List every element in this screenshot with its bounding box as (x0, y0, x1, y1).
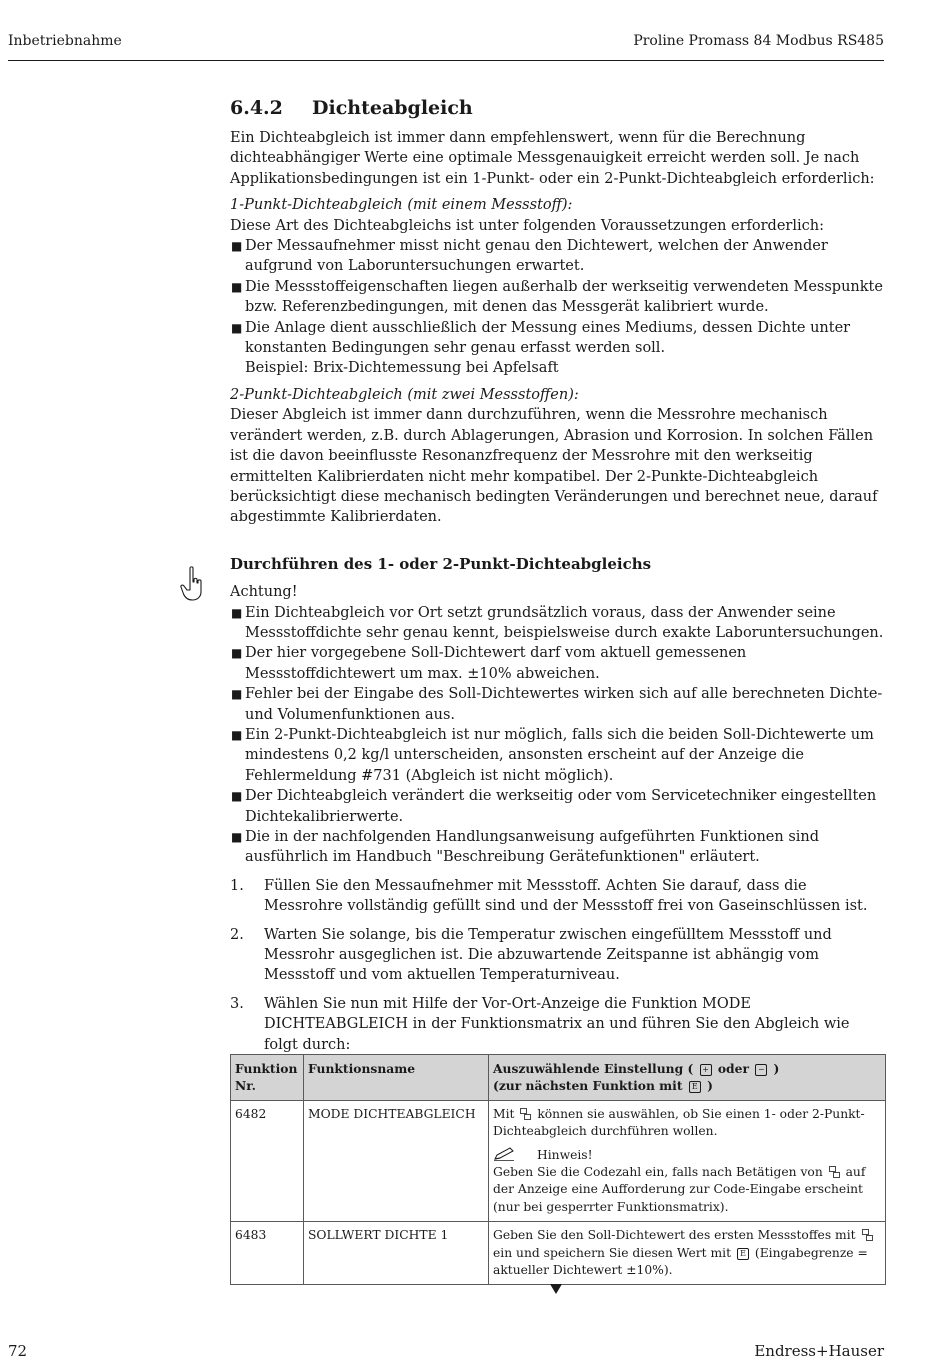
list-item: ■ Die Anlage dient ausschließlich der Messung eines Mediums, dessen Dichte unter konstanten Bedingungen sehr genau erfasst werden soll. Beispiel: Brix-Dichtemessung bei Apfelsaft (231, 319, 851, 377)
table-row (231, 1222, 886, 1285)
list-item: ■ Der hier vorgegebene Soll-Dichtewert darf vom aktuell gemessenen Messstoffdichtewert um max. ±10% abweichen. (231, 645, 747, 682)
section-title (230, 96, 886, 120)
plus-minus-keys-icon (829, 1166, 840, 1178)
list-item: ■ Ein Dichteabgleich vor Ort setzt grundsätzlich voraus, dass der Anwender seine Messstoffdichte sehr genau kennt, beispielsweise durch exakte Laboruntersuchungen. (231, 604, 884, 641)
square-bullet-icon: ■ (231, 239, 243, 254)
list-item: ■ Die Messstoffeigenschaften liegen außerhalb der werkseitig verwendeten Messpunkte bzw. Referenzbedingungen, mit denen das Messgerät kalibriert wurde. (231, 278, 883, 316)
square-bullet-icon: ■ (231, 646, 243, 661)
header-function-nr: Funktion Nr. (231, 1055, 304, 1101)
step-item: 1. Füllen Sie den Messaufnehmer mit Messstoff. Achten Sie darauf, dass die Messrohre vollständig gefüllt sind und der Messstoff frei von Gaseinschlüssen ist. (230, 877, 868, 915)
enter-key-icon: E (689, 1081, 701, 1093)
square-bullet-icon: ■ (231, 320, 243, 335)
square-bullet-icon: ■ (231, 830, 243, 844)
two-point-heading: 2-Punkt-Dichteabgleich (mit zwei Messstoffen): (230, 386, 579, 403)
one-point-lead: Diese Art des Dichteabgleichs ist unter folgenden Voraussetzungen erforderlich: (230, 217, 824, 234)
footer-brand: Endress+Hauser (754, 1342, 884, 1360)
page-number: 72 (8, 1342, 28, 1360)
caution-label: Achtung! (230, 584, 298, 601)
two-point-paragraph: Dieser Abgleich ist immer dann durchzuführen, wenn die Messrohre mechanisch verändert werden, z.B. durch Ablagerungen, Abrasion und Korrosion. In solchen Fällen ist die davon beeinflusste Resonanzfrequenz der Messrohre mit den werkseitig ermittelten Kalibrierdaten nicht mehr kompatibel. Der 2-Punkte-Dichteabgleich berücksichtigt diese mechanisch bedingten Veränderungen und berechnet neue, darauf abgestimmte Kalibrierdaten. (230, 407, 878, 526)
caution-list (230, 603, 886, 868)
plus-minus-keys-icon (520, 1108, 531, 1120)
procedure-heading: Durchführen des 1- oder 2-Punkt-Dichteabgleichs (230, 554, 652, 573)
main-content (230, 96, 886, 1055)
section-number: 6.4.2 (230, 97, 283, 119)
pointing-hand-icon (180, 566, 204, 602)
cell-function-nr: 6482 (231, 1100, 304, 1221)
function-table (230, 1054, 886, 1285)
running-header-section: Inbetriebnahme (8, 33, 122, 49)
list-item: ■ Ein 2-Punkt-Dichteabgleich ist nur möglich, falls sich die beiden Soll-Dichtewerte um mindestens 0,2 kg/l unterscheiden, ansonsten erscheint auf der Anzeige die Fehlermeldung #731 (Abgleich ist nicht möglich). (231, 726, 874, 784)
cell-setting: Geben Sie den Soll-Dichtewert des ersten Messstoffes mit ein und speichern Sie diesen Wert mit E (Eingabegrenze = aktueller Dichtewert ±10%). (489, 1222, 886, 1285)
header-setting: Auszuwählende Einstellung ( + oder − ) (zur nächsten Funktion mit E ) (489, 1055, 886, 1101)
cell-setting: Mit können sie auswählen, ob Sie einen 1- oder 2-Punkt-Dichteabgleich durchführen wollen. Hinweis! Geben Sie die Codezahl ein, falls nach Betätigen von auf der Anzeige eine Aufforderung zur Code-Eingabe erscheint (nur bei gesperrter Funktionsmatrix). (489, 1100, 886, 1221)
square-bullet-icon: ■ (231, 279, 243, 294)
one-point-list (230, 236, 886, 379)
table-header-row (231, 1055, 886, 1101)
table-row (231, 1100, 886, 1221)
note-line (493, 1147, 880, 1164)
step-number: 1. (230, 877, 244, 894)
list-item: ■ Der Messaufnehmer misst nicht genau den Dichtewert, welchen der Anwender aufgrund von Laboruntersuchungen erwartet. (231, 238, 828, 275)
header-rule (8, 60, 884, 61)
list-item: ■ Der Dichteabgleich verändert die werkseitig oder vom Servicetechniker eingestellten Dichtekalibrierwerte. (231, 788, 877, 825)
one-point-heading: 1-Punkt-Dichteabgleich (mit einem Messstoff): (230, 197, 573, 214)
procedure-steps (230, 876, 886, 1055)
cell-function-name: MODE DICHTEABGLEICH (304, 1100, 489, 1221)
header-function-name: Funktionsname (304, 1055, 489, 1101)
cell-function-nr: 6483 (231, 1222, 304, 1285)
section-title-text: Dichteabgleich (312, 97, 473, 119)
example-text: Beispiel: Brix-Dichtemessung bei Apfelsaft (245, 360, 559, 377)
running-header-product: Proline Promass 84 Modbus RS485 (633, 33, 884, 49)
square-bullet-icon: ■ (231, 687, 243, 702)
list-item: ■ Fehler bei der Eingabe des Soll-Dichtewertes wirken sich auf alle berechneten Dichte- und Volumenfunktionen aus. (231, 686, 883, 723)
step-item: 3. Wählen Sie nun mit Hilfe der Vor-Ort-Anzeige die Funktion MODE DICHTEABGLEICH in der Funktionsmatrix an und führen Sie den Abgleich wie folgt durch: (230, 995, 850, 1053)
pencil-note-icon (493, 1147, 515, 1161)
square-bullet-icon: ■ (231, 789, 243, 804)
step-number: 3. (230, 995, 244, 1012)
cell-function-name: SOLLWERT DICHTE 1 (304, 1222, 489, 1285)
enter-key-icon: E (737, 1248, 749, 1260)
continue-arrow-icon (550, 1284, 562, 1294)
minus-key-icon: − (755, 1064, 767, 1076)
plus-key-icon: + (700, 1064, 712, 1076)
note-label: Hinweis! (537, 1147, 593, 1162)
step-item: 2. Warten Sie solange, bis die Temperatur zwischen eingefülltem Messstoff und Messrohr ausgeglichen ist. Die abzuwartende Zeitspanne ist abhängig vom Messstoff und vom aktuellen Temperaturniveau. (230, 926, 832, 984)
intro-paragraph: Ein Dichteabgleich ist immer dann empfehlenswert, wenn für die Berechnung dichteabhängiger Werte eine optimale Messgenauigkeit erreicht werden soll. Je nach Applikationsbedingungen ist ein 1-Punkt- oder ein 2-Punkt-Dichteabgleich erforderlich: (230, 130, 875, 187)
list-item: ■ Die in der nachfolgenden Handlungsanweisung aufgeführten Funktionen sind ausführlich im Handbuch "Beschreibung Gerätefunktionen" erläutert. (231, 829, 820, 866)
step-number: 2. (230, 926, 244, 943)
square-bullet-icon: ■ (231, 605, 243, 620)
square-bullet-icon: ■ (231, 727, 243, 742)
plus-minus-keys-icon (862, 1229, 873, 1241)
